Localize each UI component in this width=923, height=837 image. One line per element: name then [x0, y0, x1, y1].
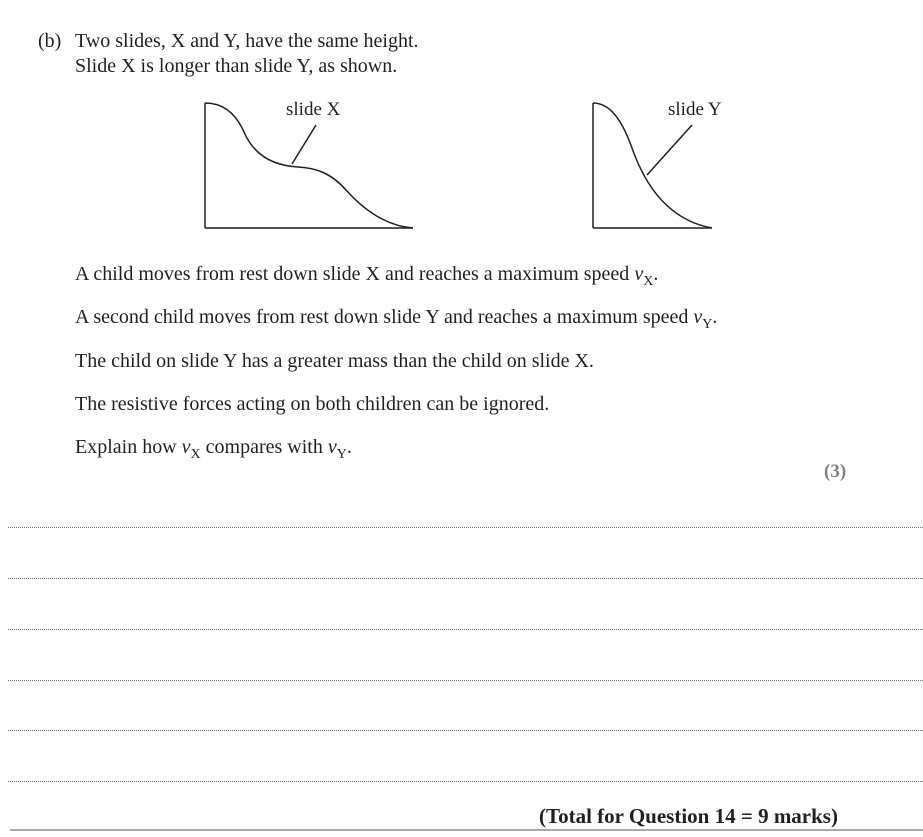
statement-5-end: . [346, 436, 352, 458]
statement-5-mid: compares with [200, 436, 328, 458]
statement-3: The child on slide Y has a greater mass than the child on slide X. [75, 350, 594, 372]
statement-2 [75, 305, 717, 332]
question-total: (Total for Question 14 = 9 marks) [539, 804, 838, 828]
statement-4: The resistive forces acting on both children can be ignored. [75, 393, 550, 415]
statement-5-text: Explain how [75, 436, 182, 458]
vx-subscript-2: X [190, 447, 201, 462]
marks-label: (3) [824, 461, 847, 482]
statement-1-text: A child moves from rest down slide X and reaches a maximum speed [75, 263, 635, 285]
statement-1-end: . [653, 263, 659, 285]
answer-line-1[interactable] [8, 527, 923, 528]
vy-symbol-2: v [327, 436, 337, 458]
vx-symbol-2: v [181, 436, 191, 458]
answer-line-2[interactable] [8, 578, 923, 579]
slide-y-label: slide Y [668, 99, 722, 120]
answer-line-5[interactable] [8, 730, 923, 731]
intro-line-1: Two slides, X and Y, have the same height. [75, 30, 419, 52]
slide-y-curve [593, 103, 712, 228]
answer-line-6[interactable] [8, 781, 923, 782]
intro-line-2: Slide X is longer than slide Y, as shown. [75, 55, 398, 77]
slide-y-pointer [647, 125, 692, 175]
vx-symbol: v [634, 263, 644, 285]
part-label: (b) [38, 30, 62, 52]
vx-subscript: X [643, 274, 654, 289]
vy-symbol: v [693, 306, 703, 328]
page-bottom-rule [10, 829, 923, 831]
answer-line-3[interactable] [8, 629, 923, 630]
answer-line-4[interactable] [8, 680, 923, 681]
slide-x-label: slide X [286, 99, 341, 120]
statement-1 [75, 262, 658, 289]
vy-subscript: Y [702, 317, 713, 332]
statement-5 [75, 435, 352, 462]
statement-2-end: . [712, 306, 718, 328]
vy-subscript-2: Y [336, 447, 347, 462]
statement-2-text: A second child moves from rest down slide Y and reaches a maximum speed [75, 306, 694, 328]
